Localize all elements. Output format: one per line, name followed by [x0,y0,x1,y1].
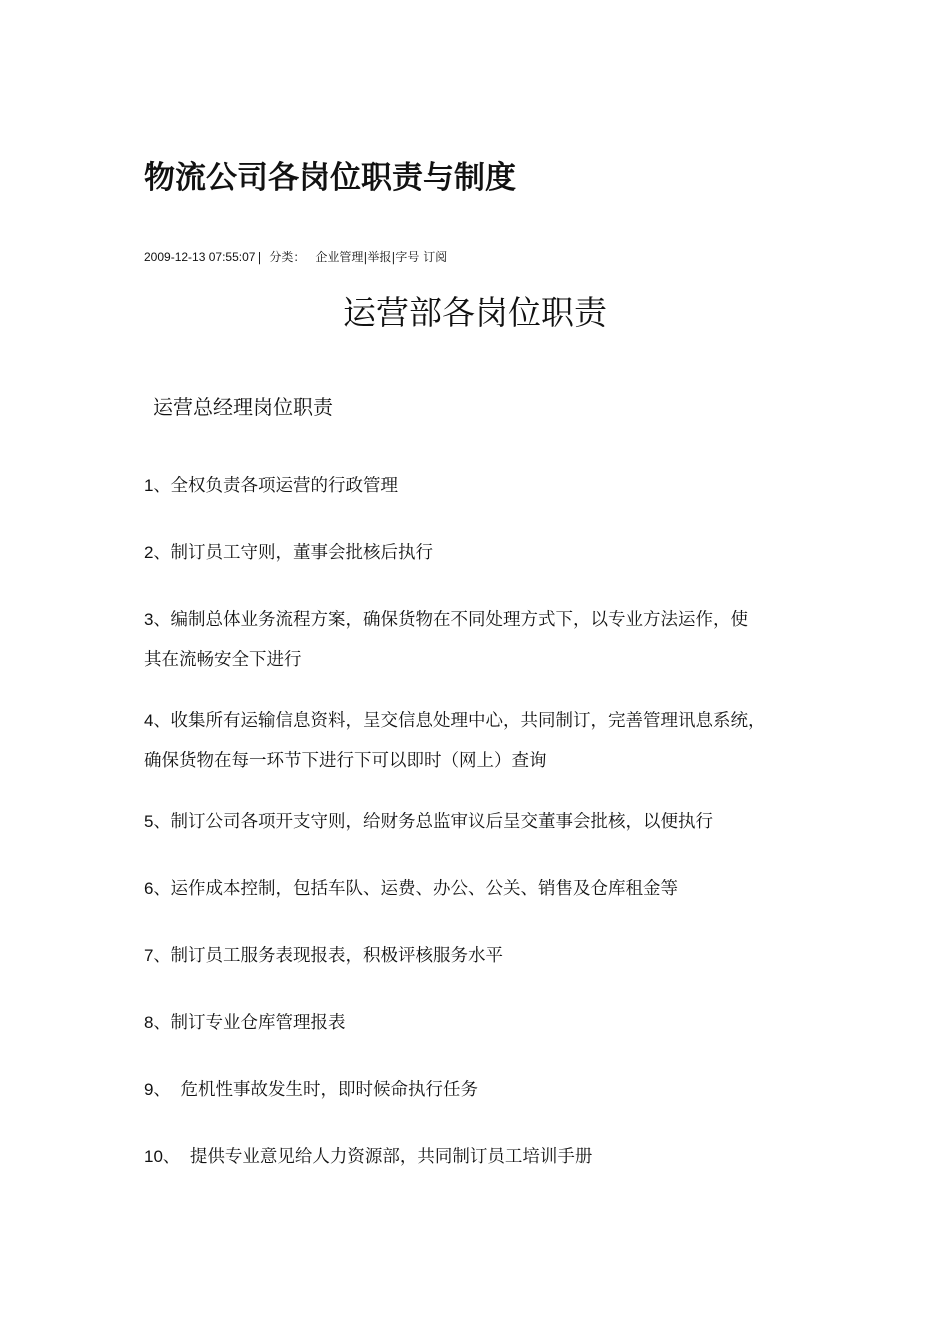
meta-separator: | [257,250,262,264]
item-text: 运作成本控制，包括车队、运费、办公、公关、销售及仓库租金等 [170,879,678,899]
item-number: 1、 [144,476,171,495]
item-number: 9、 [144,1080,171,1099]
item-text: 收集所有运输信息资料，呈交信息处理中心，共同制订，完善管理讯息系统， [170,711,766,731]
category-label: 分类： [269,250,306,264]
item-text: 全权负责各项运营的行政管理 [170,476,398,496]
item-number: 6、 [144,879,171,898]
sub-title: 运营总经理岗位职责 [153,395,333,419]
list-item [144,1070,824,1110]
item-text: 编制总体业务流程方案，确保货物在不同处理方式下，以专业方法运作，使 [170,610,748,630]
item-number: 7、 [144,946,171,965]
publish-datetime: 2009-12-13 07:55:07 [144,250,256,264]
document-title: 物流公司各岗位职责与制度 [144,160,516,196]
list-item [144,466,824,506]
item-number: 4、 [144,711,171,730]
item-text-continued: 其在流畅安全下进行 [144,650,302,670]
item-number: 10、 [144,1147,180,1166]
list-item [144,1137,824,1177]
item-text: 制订专业仓库管理报表 [170,1013,346,1033]
list-item [144,869,824,909]
section-title: 运营部各岗位职责 [343,293,607,332]
item-number: 3、 [144,610,171,629]
item-text: 提供专业意见给人力资源部，共同制订员工培训手册 [189,1147,593,1167]
item-text-continued: 确保货物在每一环节下进行下可以即时（网上）查询 [144,751,547,771]
list-item [144,936,824,976]
item-text: 制订公司各项开支守则，给财务总监审议后呈交董事会批核，以便执行 [170,812,713,832]
item-number: 8、 [144,1013,171,1032]
list-item [144,533,824,573]
list-item [144,600,824,680]
article-meta [144,248,447,266]
item-number: 5、 [144,812,171,831]
item-text: 制订员工守则，董事会批核后执行 [170,543,433,563]
category-value: 企业管理|举报|字号 订阅 [315,250,448,264]
list-item [144,701,824,781]
item-text: 危机性事故发生时，即时候命执行任务 [180,1080,478,1100]
list-item [144,1003,824,1043]
item-text: 制订员工服务表现报表，积极评核服务水平 [170,946,503,966]
item-number: 2、 [144,543,171,562]
list-item [144,802,824,842]
